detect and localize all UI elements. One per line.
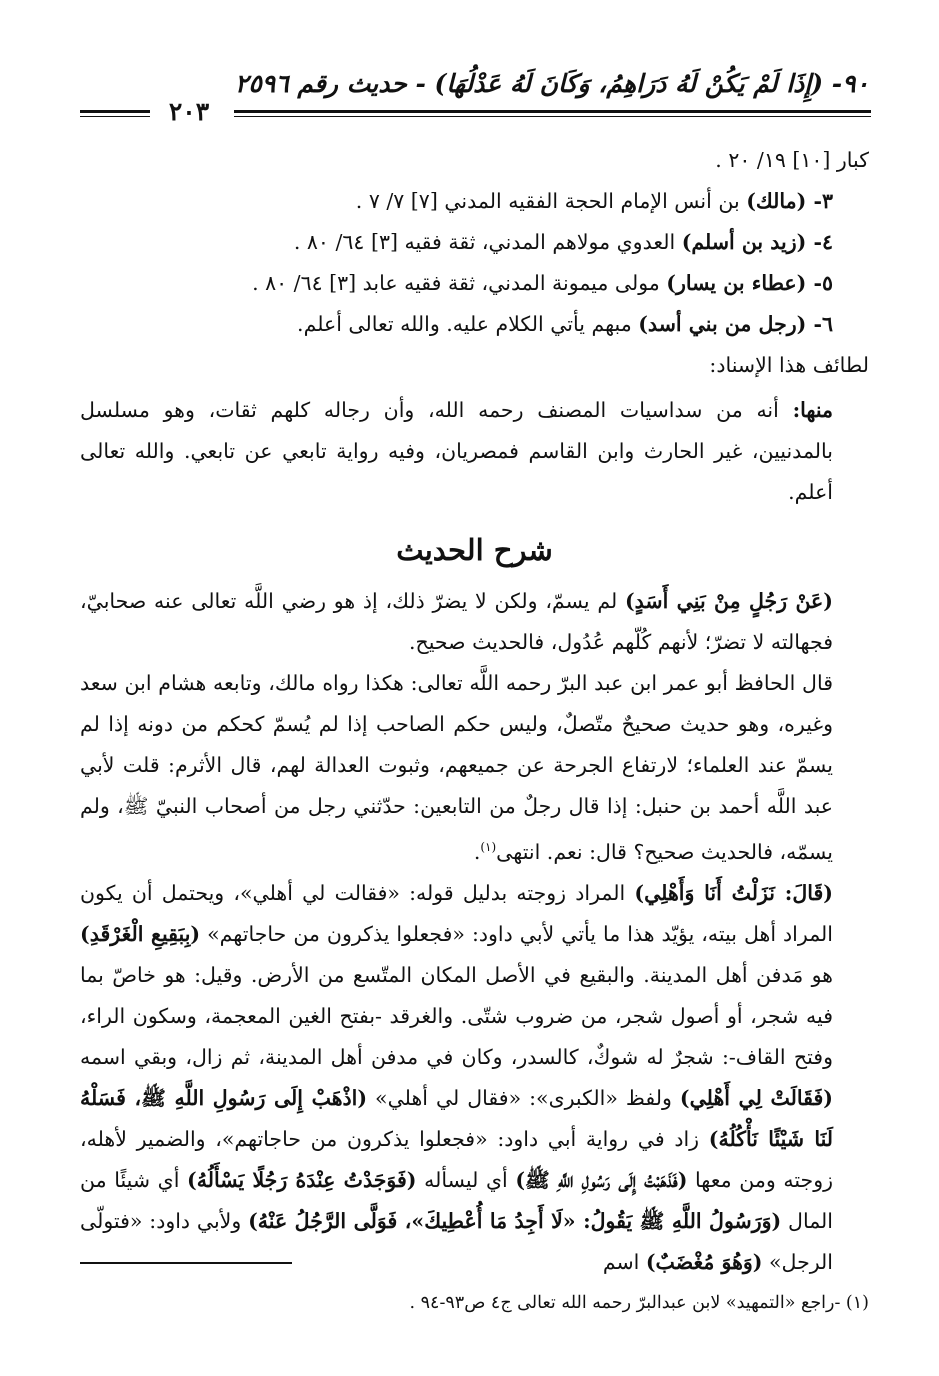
header-rule (234, 110, 871, 117)
narrator-name: ٦- (رجل من بني أسد) (638, 312, 833, 336)
commentary: زاد في رواية أبي داود: «فجعلوا يذكرون من حاجاتهم»، والضمير لأهله، زوجته ومن معها (80, 1126, 833, 1192)
page-number: ٢٠٣ (168, 97, 210, 126)
narrator-desc: العدوي مولاهم المدني، ثقة فقيه [٣] ٦٤/ ٨٠ . (293, 230, 682, 254)
footnote-divider (80, 1262, 292, 1264)
hadith-quote: (وَهُوَ مُغْضَبٌ) (645, 1249, 763, 1274)
hadith-quote: (فَذَهَبْتُ إِلَى رَسُولِ اللَّهِ ﷺ) (515, 1167, 688, 1192)
narrator-4 (80, 222, 869, 263)
narrator-desc: بن أنس الإمام الحجة الفقيه المدني [٧] ٧/ ٧ . (355, 189, 747, 213)
hadith-quote: (اذْهَبْ إِلَى رَسُولِ اللَّهِ ﷺ، فَسَلْهُ لَنَا شَيْئًا نَأْكُلُهُ) (80, 1085, 834, 1151)
commentary-end: . (473, 839, 481, 864)
header-rule-short (80, 110, 150, 117)
main-text (80, 140, 869, 1283)
commentary: اسم (602, 1249, 646, 1274)
hadith-quote: (عَنْ رَجُلٍ مِنْ بَنِي أَسَدٍ) (624, 589, 833, 613)
narrator-name: ٥- (عطاء بن يسار) (666, 271, 833, 295)
lataif-paragraph (80, 390, 869, 513)
lataif-label: منها: (792, 398, 833, 422)
narrator-desc: مولى ميمونة المدني، ثقة فقيه عابد [٣] ٦٤/ ٨٠ . (252, 271, 667, 295)
hadith-quote: (بِبَقِيعِ الْغَرْقَدِ) (80, 921, 201, 946)
narrator-6 (80, 304, 869, 345)
hadith-quote: (فَقَالَتْ لِي أَهْلِي) (679, 1085, 833, 1110)
lataif-text: أنه من سداسيات المصنف رحمه الله، وأن رجاله كلهم ثقات، وهو مسلسل بالمدنيين، غير الحارث وابن القاسم فمصريان، وفيه رواية تابعي عن تابعي. والله تعالى أعلم. (80, 398, 833, 504)
narrator-5 (80, 263, 869, 304)
lataif-heading: لطائف هذا الإسناد: (709, 353, 869, 377)
hadith-quote: (وَرَسُولُ اللَّهِ ﷺ يَقُولُ: «لَا أَجِدُ مَا أُعْطِيكَ»، فَوَلَّى الرَّجُلُ عَنْهُ) (248, 1208, 782, 1233)
hadith-quote: (فَوَجَدْتُ عِنْدَهُ رَجُلًا يَسْأَلُهُ) (187, 1167, 417, 1192)
footnote: (١) -راجع «التمهيد» لابن عبدالبرّ رحمه الله تعالى ج٤ ص٩٣-٩٤ . (409, 1293, 869, 1313)
commentary: لم يسمّ، ولكن لا يضرّ ذلك، إذ هو رضي اللَّه تعالى عنه صحابيّ، فجهالته لا تضرّ؛ لأنهم كُلّهم عُدُول، فالحديث صحيح. (80, 589, 833, 654)
narrator-name: ٣- (مالك) (746, 189, 833, 213)
running-head: ٩٠- (إِذَا لَمْ يَكُنْ لَهُ دَرَاهِمُ، وَكَانَ لَهُ عَدْلُهَا) - حديث رقم ٢٥٩٦ (234, 69, 869, 98)
commentary: هو مَدفن أهل المدينة. والبقيع في الأصل المكان المتّسع من الأرض. وقيل: هو خاصّ بما فيه شجر، أو أصول شجر، من ضروب شتّى. والغرقد -بفتح الغين المعجمة، وسكون الراء، وفتح القاف-: شجرٌ له شوكٌ، كالسدر، وكان في مدفن أهل المدينة، ثم زال، وبقي اسمه (80, 962, 834, 1069)
sharh-paragraph-3 (80, 873, 869, 1283)
sharh-paragraph-1 (80, 581, 869, 663)
section-heading: شرح الحديث (396, 533, 553, 567)
commentary: أي ليسأله (416, 1167, 516, 1192)
narrator-name: ٤- (زيد بن أسلم) (681, 230, 833, 254)
commentary: أي شيئًا من المال (80, 1167, 833, 1233)
commentary: ولأبي داود: «فتولّى الرجل» (80, 1208, 833, 1274)
footnote-ref[interactable]: (١) (480, 840, 497, 854)
commentary: قال الحافظ أبو عمر ابن عبد البرّ رحمه اللَّه تعالى: هكذا رواه مالك، وتابعه هشام ابن سعد وغيره، وهو حديث صحيحٌ متّصلٌ، وليس حكم الصاحب إذا لم يُسمّ كحكم من دونه إذا لم يسمّ عند العلماء؛ لارتفاع الجرحة عن جميعهم، وثبوت العدالة لهم، قال الأثرم: قلت لأبي عبد اللَّه أحمد بن حنبل: إذا قال رجلٌ من التابعين: حدّثني رجل من أصحاب النبيّ ﷺ، ولم يسمّه، فالحديث صحيح؟ قال: نعم. انتهى (80, 671, 833, 864)
commentary: ولفظ «الكبرى»: «فقال لي أهلي» (367, 1085, 680, 1110)
narrator-desc: مبهم يأتي الكلام عليه. والله تعالى أعلم. (297, 312, 639, 336)
narrator-line-kibar: كبار [١٠] ١٩/ ٢٠ . (715, 148, 869, 172)
hadith-quote: (قَالَ: نَزَلْتُ أَنَا وَأَهْلِي) (634, 880, 834, 905)
sharh-paragraph-2 (80, 663, 869, 873)
narrator-3 (80, 181, 869, 222)
commentary: المراد زوجته بدليل قوله: «فقالت لي أهلي»، ويحتمل أن يكون المراد أهل بيته، يؤيّد هذا ما يأتي لأبي داود: «فجعلوا يذكرون من حاجاتهم» (80, 880, 833, 946)
